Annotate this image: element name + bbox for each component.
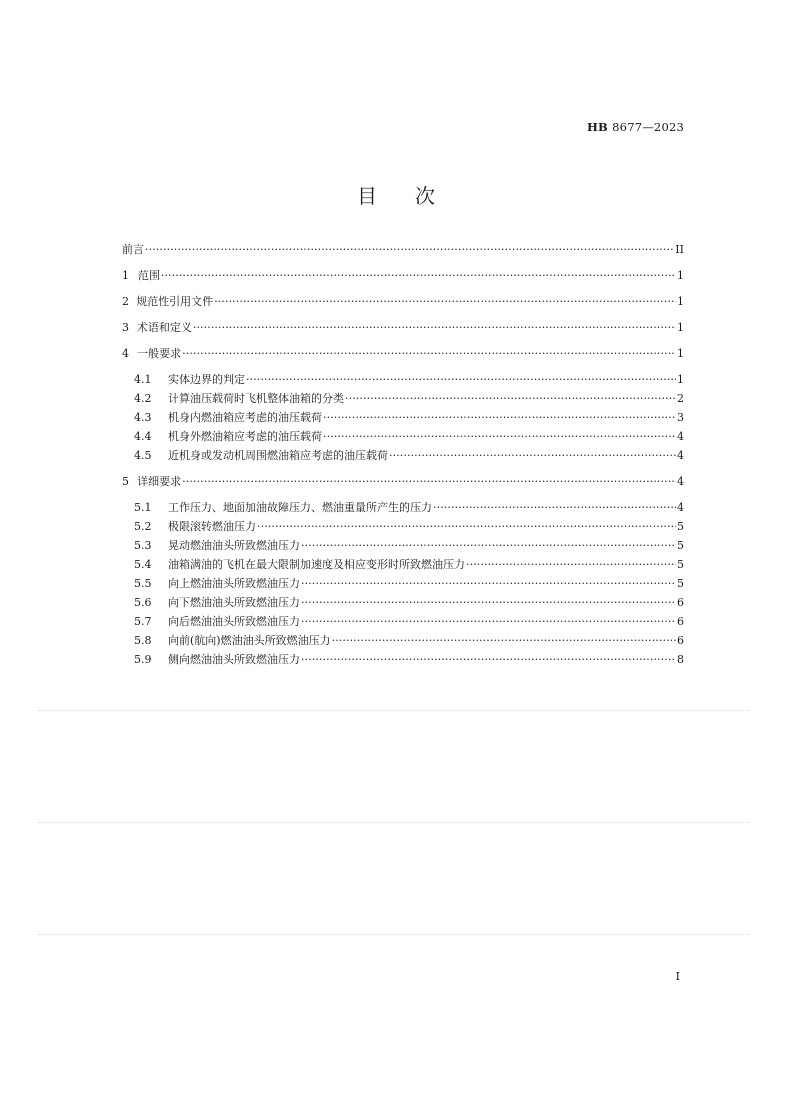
toc-entry-number: 4.4 xyxy=(134,430,152,443)
toc-entry-page: 1 xyxy=(677,269,684,282)
toc-entry-number: 5.5 xyxy=(134,577,152,590)
toc-entry-label: 一般要求 xyxy=(137,347,182,360)
toc-entry-page: 8 xyxy=(677,653,684,666)
toc-entry-4[interactable] xyxy=(122,344,684,363)
toc-leader-dots xyxy=(466,555,676,574)
toc-entry-page: 6 xyxy=(677,596,684,609)
toc-entry-page: 5 xyxy=(677,539,684,552)
toc-entry-label: 油箱满油的飞机在最大限制加速度及相应变形时所致燃油压力 xyxy=(168,558,465,571)
toc-entry-number: 2 xyxy=(122,295,129,308)
toc-leader-dots xyxy=(193,318,676,337)
toc-entry-page: II xyxy=(675,243,684,256)
toc-entry-label: 机身外燃油箱应考虑的油压载荷 xyxy=(168,430,322,443)
toc-entry-page: 5 xyxy=(677,577,684,590)
toc-entry-label: 范围 xyxy=(137,269,160,282)
toc-leader-dots xyxy=(301,650,676,669)
toc-entry-number: 5 xyxy=(122,475,129,488)
toc-entry-label: 向下燃油油头所致燃油压力 xyxy=(168,596,300,609)
toc-entry-4-4[interactable] xyxy=(122,427,684,446)
toc-entry-label: 实体边界的判定 xyxy=(168,373,245,386)
toc-entry-number: 4.1 xyxy=(134,373,152,386)
toc-entry-5-1[interactable] xyxy=(122,498,684,517)
toc-entry-page: 3 xyxy=(677,411,684,424)
toc-leader-dots xyxy=(182,472,676,491)
toc-entry-page: 5 xyxy=(677,558,684,571)
toc-entry-label: 机身内燃油箱应考虑的油压载荷 xyxy=(168,411,322,424)
toc-entry-page: 4 xyxy=(677,501,684,514)
toc-entry-5-9[interactable] xyxy=(122,650,684,669)
toc-entry-5-7[interactable] xyxy=(122,612,684,631)
toc-entry-label: 晃动燃油油头所致燃油压力 xyxy=(168,539,300,552)
toc-entry-3[interactable] xyxy=(122,318,684,337)
toc-entry-label: 前言 xyxy=(122,243,144,256)
toc-entry-5-3[interactable] xyxy=(122,536,684,555)
toc-entry-5-2[interactable] xyxy=(122,517,684,536)
toc-entry-foreword[interactable] xyxy=(122,240,684,259)
standard-code xyxy=(587,120,684,134)
toc-entry-page: 2 xyxy=(677,392,684,405)
toc-entry-page: 1 xyxy=(677,295,684,308)
toc-entry-4-1[interactable] xyxy=(122,370,684,389)
toc-leader-dots xyxy=(301,593,676,612)
table-of-contents xyxy=(122,240,684,669)
page-number: I xyxy=(675,970,680,983)
toc-entry-number: 5.3 xyxy=(134,539,152,552)
toc-leader-dots xyxy=(145,240,674,259)
toc-entry-2[interactable] xyxy=(122,292,684,311)
toc-entry-5-4[interactable] xyxy=(122,555,684,574)
toc-entry-label: 术语和定义 xyxy=(136,321,192,334)
toc-entry-number: 3 xyxy=(122,321,129,334)
toc-entry-number: 5.7 xyxy=(134,615,152,628)
toc-entry-label: 规范性引用文件 xyxy=(136,295,214,308)
toc-entry-4-5[interactable] xyxy=(122,446,684,465)
toc-entry-label: 计算油压载荷时飞机整体油箱的分类 xyxy=(168,392,344,405)
toc-entry-number: 5.8 xyxy=(134,634,152,647)
toc-leader-dots xyxy=(257,517,676,536)
toc-entry-label: 向前(航向)燃油油头所致燃油压力 xyxy=(168,634,331,647)
toc-entry-4-2[interactable] xyxy=(122,389,684,408)
toc-entry-label: 详细要求 xyxy=(137,475,182,488)
toc-entry-number: 5.1 xyxy=(134,501,152,514)
toc-entry-number: 5.4 xyxy=(134,558,152,571)
toc-entry-number: 5.6 xyxy=(134,596,152,609)
toc-leader-dots xyxy=(332,631,676,650)
toc-entry-number: 1 xyxy=(122,269,129,282)
faint-divider xyxy=(38,822,750,823)
toc-entry-number: 4 xyxy=(122,347,129,360)
toc-entry-page: 4 xyxy=(677,475,684,488)
toc-entry-page: 6 xyxy=(677,634,684,647)
toc-leader-dots xyxy=(301,612,676,631)
toc-entry-label: 近机身或发动机周围燃油箱应考虑的油压载荷 xyxy=(168,449,388,462)
standard-number: 8677—2023 xyxy=(612,120,684,134)
toc-leader-dots xyxy=(433,498,676,517)
toc-entry-page: 4 xyxy=(677,449,684,462)
toc-leader-dots xyxy=(323,408,676,427)
toc-entry-5-5[interactable] xyxy=(122,574,684,593)
faint-divider xyxy=(38,934,750,935)
toc-entry-page: 1 xyxy=(677,373,684,386)
toc-entry-page: 1 xyxy=(677,321,684,334)
toc-entry-number: 4.5 xyxy=(134,449,152,462)
toc-entry-label: 极限滚转燃油压力 xyxy=(168,520,256,533)
toc-entry-label: 向上燃油油头所致燃油压力 xyxy=(168,577,300,590)
toc-entry-4-3[interactable] xyxy=(122,408,684,427)
title-char-2: 次 xyxy=(415,184,435,208)
toc-leader-dots xyxy=(389,446,676,465)
toc-leader-dots xyxy=(301,536,676,555)
toc-leader-dots xyxy=(301,574,676,593)
toc-leader-dots xyxy=(182,344,676,363)
toc-leader-dots xyxy=(214,292,676,311)
toc-leader-dots xyxy=(246,370,676,389)
toc-entry-page: 4 xyxy=(677,430,684,443)
title-char-1: 目 xyxy=(357,184,377,208)
page-title xyxy=(0,180,792,209)
toc-entry-number: 5.9 xyxy=(134,653,152,666)
toc-entry-5-6[interactable] xyxy=(122,593,684,612)
standard-prefix: HB xyxy=(586,120,608,134)
toc-entry-page: 5 xyxy=(677,520,684,533)
toc-entry-page: 6 xyxy=(677,615,684,628)
toc-entry-page: 1 xyxy=(677,347,684,360)
toc-entry-1[interactable] xyxy=(122,266,684,285)
toc-entry-number: 4.3 xyxy=(134,411,152,424)
toc-leader-dots xyxy=(345,389,676,408)
toc-entry-label: 向后燃油油头所致燃油压力 xyxy=(168,615,300,628)
toc-entry-label: 工作压力、地面加油故障压力、燃油重量所产生的压力 xyxy=(168,501,432,514)
toc-entry-number: 5.2 xyxy=(134,520,152,533)
faint-divider xyxy=(38,710,750,711)
toc-entry-number: 4.2 xyxy=(134,392,152,405)
toc-entry-5-8[interactable] xyxy=(122,631,684,650)
toc-leader-dots xyxy=(161,266,676,285)
toc-entry-label: 侧向燃油油头所致燃油压力 xyxy=(168,653,300,666)
toc-entry-5[interactable] xyxy=(122,472,684,491)
toc-leader-dots xyxy=(323,427,676,446)
